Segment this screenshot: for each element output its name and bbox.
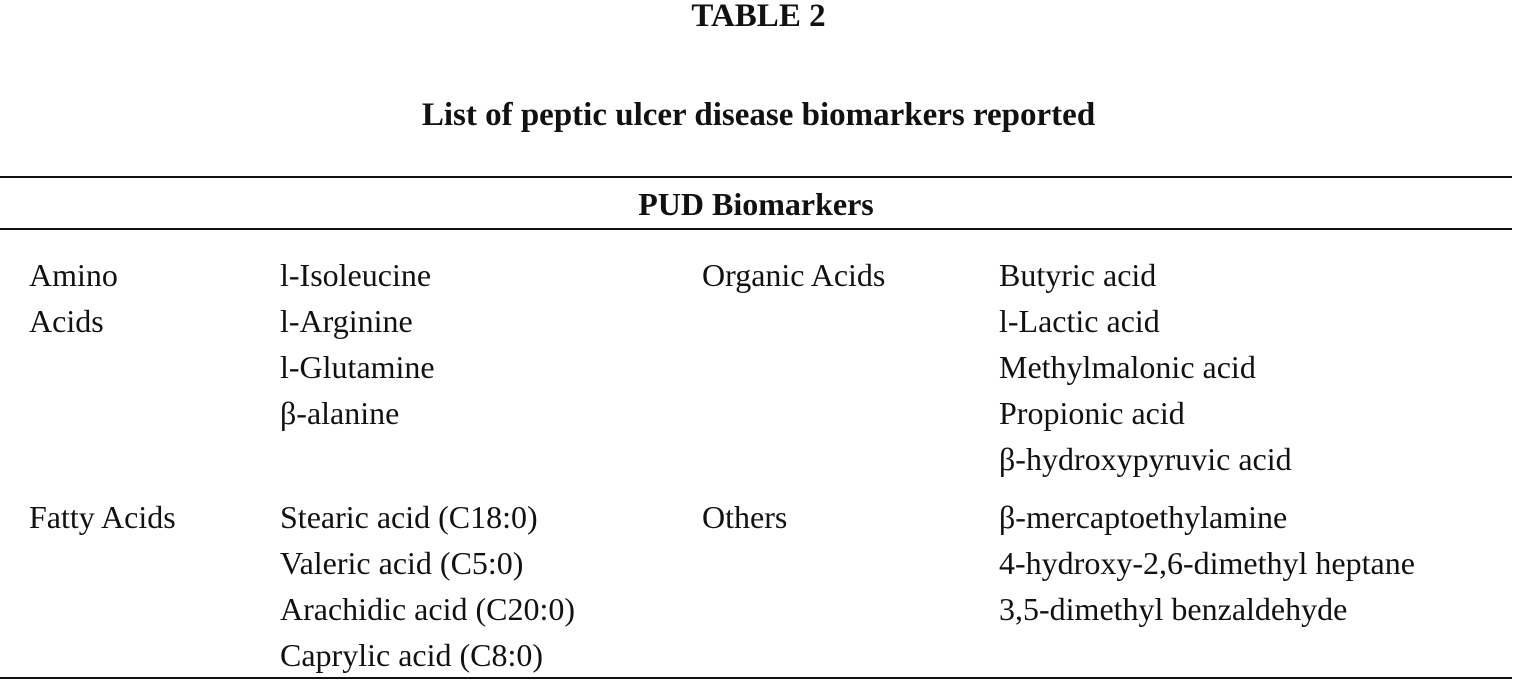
list-item: Methylmalonic acid (999, 349, 1256, 385)
list-item: β-alanine (280, 395, 400, 431)
list-item: Stearic acid (C18:0) (280, 499, 538, 535)
category-label-line: Others (702, 499, 788, 535)
category-fatty-acids (29, 494, 176, 540)
list-item: β-mercaptoethylamine (999, 499, 1288, 535)
category-others (702, 494, 787, 540)
category-organic-acids (702, 252, 885, 298)
list-item: l-Glutamine (280, 349, 435, 385)
table-header-rule (0, 228, 1512, 230)
table-caption: List of peptic ulcer disease biomarkers reported (421, 97, 1096, 133)
list-item: 4-hydroxy-2,6-dimethyl heptane (999, 545, 1415, 581)
others-list (999, 494, 1415, 632)
list-item: β-hydroxypyruvic acid (999, 441, 1292, 477)
amino-acids-list (280, 252, 435, 436)
fatty-acids-list (280, 494, 575, 678)
list-item: l-Isoleucine (280, 257, 432, 293)
list-item: l-Lactic acid (999, 303, 1160, 339)
table-header: PUD Biomarkers (638, 186, 874, 222)
table-label: TABLE 2 (691, 0, 826, 34)
list-item: l-Arginine (280, 303, 413, 339)
table-top-rule (0, 176, 1512, 178)
category-label-line: Amino (29, 257, 118, 293)
list-item: Butyric acid (999, 257, 1157, 293)
category-label-line: Fatty Acids (29, 499, 176, 535)
list-item: Arachidic acid (C20:0) (280, 591, 575, 627)
list-item: Propionic acid (999, 395, 1185, 431)
category-label-line: Acids (29, 303, 104, 339)
category-label-line: Organic Acids (702, 257, 886, 293)
category-amino-acids (29, 252, 118, 344)
organic-acids-list (999, 252, 1292, 482)
list-item: Valeric acid (C5:0) (280, 545, 524, 581)
table-bottom-rule (0, 677, 1512, 679)
list-item: 3,5-dimethyl benzaldehyde (999, 591, 1348, 627)
list-item: Caprylic acid (C8:0) (280, 637, 544, 673)
